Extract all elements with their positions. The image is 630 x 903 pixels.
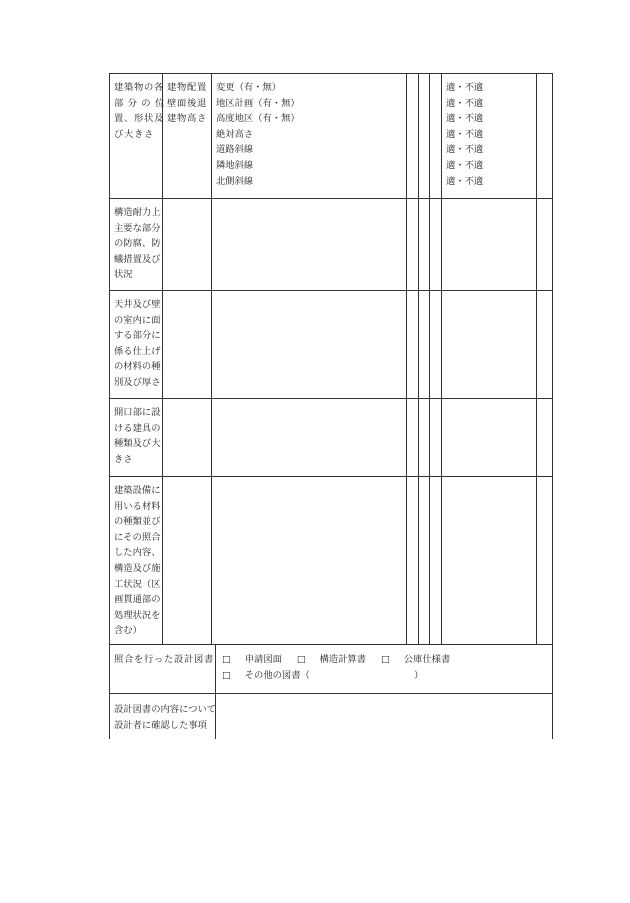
item-adjacent-slant: 隣地斜線 xyxy=(216,159,254,171)
item-height-district: 高度地区（有・無） xyxy=(216,113,300,125)
checkbox-application-drawings[interactable]: □ xyxy=(222,654,231,665)
other-drawings-close-paren: ） xyxy=(414,670,424,681)
row1-sublabels: 建物配置 壁面後退 建物高さ xyxy=(167,82,207,125)
option-corporation-spec: 公庫仕様書 xyxy=(403,654,451,665)
table-left-border xyxy=(109,73,110,739)
table-top-border xyxy=(109,73,553,74)
drawings-options-line2 xyxy=(222,668,310,684)
result-5: 適・不適 xyxy=(446,144,484,156)
row1-results xyxy=(446,80,483,189)
row-line-5 xyxy=(109,644,553,645)
checkbox-other-drawings[interactable]: □ xyxy=(222,670,231,681)
checkbox-corporation-spec[interactable]: □ xyxy=(381,654,390,665)
result-1: 適・不適 xyxy=(446,82,484,93)
item-north-slant: 北側斜線 xyxy=(216,175,254,187)
row-line-2 xyxy=(109,290,553,291)
result-6: 適・不適 xyxy=(446,159,484,171)
item-road-slant: 道路斜線 xyxy=(216,144,254,156)
col-divider-check1 xyxy=(406,73,407,644)
row-line-4 xyxy=(109,476,553,477)
result-7: 適・不適 xyxy=(446,175,484,187)
checkbox-structural-calc[interactable]: □ xyxy=(296,654,306,665)
option-application-drawings: 申請図面 xyxy=(244,654,282,665)
col-divider-sub xyxy=(211,73,212,198)
result-2: 適・不適 xyxy=(446,97,484,109)
col-divider-check3 xyxy=(429,73,430,644)
col-divider-result xyxy=(536,73,537,644)
col-divider-items xyxy=(211,198,212,644)
col-divider-check4 xyxy=(441,73,442,644)
table-right-border xyxy=(552,73,553,739)
row-line-6 xyxy=(109,693,553,694)
result-4: 適・不適 xyxy=(446,128,484,140)
row2-label: 構造耐力上 主要な部分 の防腐、防 蟻措置及び 状況 xyxy=(114,207,161,281)
row3-label: 天井及び壁 の室内に面 する部分に 係る仕上げ の材料の種 別及び厚さ xyxy=(114,299,161,388)
drawings-label: 照合を行った設計図書 xyxy=(114,654,214,665)
row1-label: 建築物の各 部 分 の 位 置、形状及 び大きさ xyxy=(114,82,165,140)
item-change: 変更（有・無） xyxy=(216,82,282,93)
col-divider-check2 xyxy=(418,73,419,644)
row4-label: 開口部に設 ける建具の 種類及び大 きさ xyxy=(114,407,161,465)
row1-items xyxy=(216,80,300,189)
confirm-label: 設計図書の内容について 設計者に確認した事項 xyxy=(114,704,217,731)
row5-label: 建築設備に 用いる材料 の種類並び にその照合 した内容、 構造及び施 工状況（区 画貫通部の 処理状況を 含む） xyxy=(114,485,161,637)
col-divider-label xyxy=(162,73,163,644)
row-line-3 xyxy=(109,398,553,399)
result-3: 適・不適 xyxy=(446,113,484,125)
option-structural-calc: 構造計算書 xyxy=(319,654,367,665)
drawings-options-line1 xyxy=(222,652,450,668)
item-district-plan: 地区計画（有・無） xyxy=(216,97,300,109)
option-other-drawings: その他の図書（ xyxy=(244,670,310,681)
item-absolute-height: 絶対高さ xyxy=(216,128,254,140)
row-line-1 xyxy=(109,198,553,199)
